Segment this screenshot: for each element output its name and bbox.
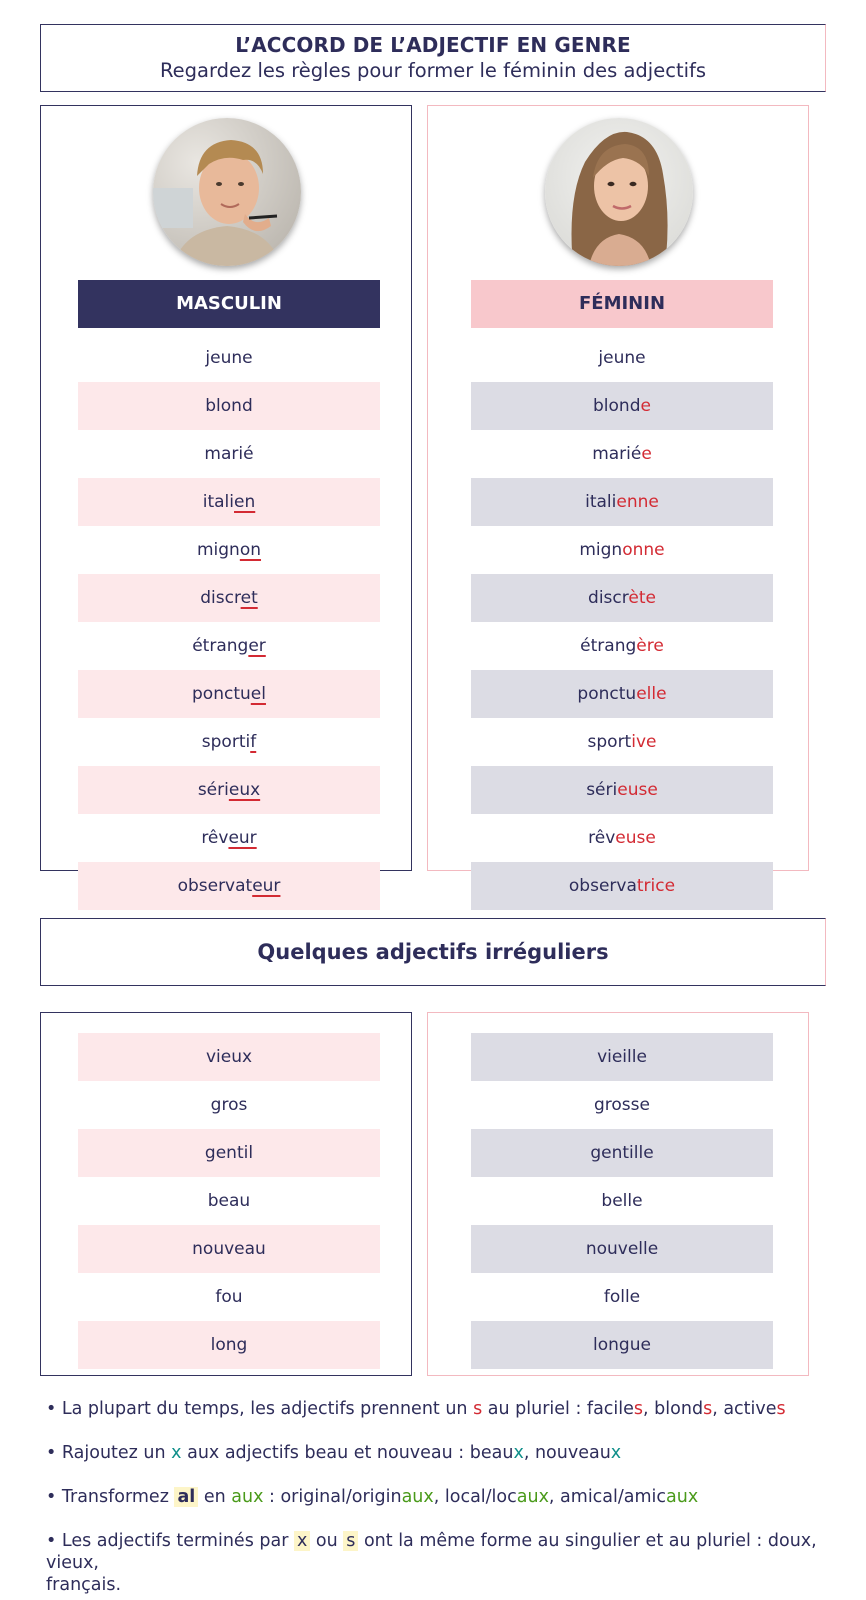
- note-text: , nouveau: [523, 1443, 611, 1463]
- word-stem: observat: [177, 876, 253, 896]
- note-text: • Rajoutez un: [46, 1443, 172, 1463]
- feminine-heading: FÉMININ: [471, 280, 773, 328]
- note-mark: aux: [401, 1487, 434, 1507]
- feminine-list: [471, 334, 773, 910]
- list-item: [471, 814, 773, 862]
- irregular-masculine-panel: [40, 1012, 412, 1376]
- list-item: fou: [215, 1287, 243, 1307]
- list-item: [78, 382, 380, 430]
- irregular-feminine-list: [471, 1033, 773, 1369]
- note-mark: x: [513, 1443, 524, 1463]
- feminine-ending: enne: [616, 492, 659, 512]
- word-stem: sport: [587, 732, 632, 752]
- word-stem: ponctu: [577, 684, 637, 704]
- list-item: folle: [603, 1287, 641, 1307]
- word-stem: rêv: [588, 828, 616, 848]
- list-item: [78, 478, 380, 526]
- word-stem: étrang: [580, 636, 637, 656]
- list-item: [78, 430, 380, 478]
- list-item: gros: [210, 1095, 248, 1115]
- note-text: aux adjectifs beau et nouveau : beau: [181, 1443, 514, 1463]
- irregular-masculine-list: [78, 1033, 380, 1369]
- list-item: [78, 526, 380, 574]
- underlined-ending: en: [234, 492, 256, 512]
- list-item: longue: [471, 1321, 773, 1369]
- underlined-ending: eux: [228, 780, 261, 800]
- feminine-ending: elle: [636, 684, 667, 704]
- header-box: [40, 24, 826, 92]
- feminine-ending: euse: [615, 828, 656, 848]
- feminine-ending: ète: [628, 588, 656, 608]
- note-mark: aux: [666, 1487, 699, 1507]
- note-highlight: s: [343, 1531, 358, 1551]
- word-stem: discr: [200, 588, 241, 608]
- note-text: : original/origin: [263, 1487, 402, 1507]
- note-highlight: al: [174, 1487, 198, 1507]
- list-item: [471, 670, 773, 718]
- note-mark: s: [776, 1399, 786, 1419]
- feminine-ending: e: [640, 396, 651, 416]
- word-stem: séri: [197, 780, 229, 800]
- word-stem: marié: [204, 444, 254, 464]
- underlined-ending: et: [240, 588, 258, 608]
- list-item: [471, 574, 773, 622]
- girl-portrait-icon: [545, 118, 693, 266]
- feminine-ending: onne: [622, 540, 665, 560]
- word-stem: jeune: [598, 348, 646, 368]
- list-item: [471, 478, 773, 526]
- word-stem: discr: [588, 588, 629, 608]
- masculine-list: [78, 334, 380, 910]
- list-item: gentille: [471, 1129, 773, 1177]
- note-plural-x: [46, 1442, 836, 1464]
- list-item: nouvelle: [471, 1225, 773, 1273]
- word-stem: observa: [568, 876, 637, 896]
- word-stem: sporti: [201, 732, 251, 752]
- list-item: [471, 430, 773, 478]
- note-text: ou: [310, 1531, 344, 1551]
- note-text: , active: [712, 1399, 777, 1419]
- word-stem: séri: [586, 780, 618, 800]
- list-item: [471, 526, 773, 574]
- note-al-aux: [46, 1486, 836, 1508]
- word-stem: blond: [205, 396, 253, 416]
- list-item: [471, 622, 773, 670]
- word-stem: blond: [593, 396, 641, 416]
- list-item: [78, 622, 380, 670]
- word-stem: mign: [196, 540, 240, 560]
- word-stem: rêv: [201, 828, 229, 848]
- list-item: [78, 670, 380, 718]
- note-text: , local/loc: [433, 1487, 517, 1507]
- note-plural-s: [46, 1398, 836, 1420]
- list-item: [471, 382, 773, 430]
- note-text: • La plupart du temps, les adjectifs prennent un: [46, 1399, 474, 1419]
- word-stem: mign: [579, 540, 623, 560]
- list-item: beau: [207, 1191, 251, 1211]
- list-item: vieux: [78, 1033, 380, 1081]
- masculine-panel: [40, 105, 412, 896]
- feminine-panel: [427, 105, 809, 896]
- note-highlight: x: [294, 1531, 310, 1551]
- page-subtitle: Regardez les règles pour former le féminin des adjectifs: [159, 59, 707, 82]
- note-text: ont la même forme au singulier et au pluriel : doux, vieux,: [46, 1531, 817, 1573]
- feminine-ending: trice: [636, 876, 676, 896]
- note-text: , amical/amic: [548, 1487, 667, 1507]
- underlined-ending: el: [250, 684, 266, 704]
- underlined-ending: on: [239, 540, 262, 560]
- feminine-ending: euse: [617, 780, 658, 800]
- word-stem: jeune: [205, 348, 253, 368]
- note-mark: aux: [516, 1487, 549, 1507]
- list-item: long: [78, 1321, 380, 1369]
- list-item: [471, 862, 773, 910]
- list-item: [78, 862, 380, 910]
- underlined-ending: er: [248, 636, 266, 656]
- irregular-feminine-panel: [427, 1012, 809, 1376]
- list-item: [78, 766, 380, 814]
- page-title: L’ACCORD DE L’ADJECTIF EN GENRE: [235, 33, 631, 57]
- feminine-ending: ère: [636, 636, 664, 656]
- note-mark: x: [610, 1443, 622, 1463]
- word-stem: étrang: [192, 636, 249, 656]
- list-item: grosse: [594, 1095, 650, 1115]
- list-item: [78, 574, 380, 622]
- underlined-ending: f: [250, 732, 257, 752]
- note-text: français.: [46, 1575, 122, 1595]
- underlined-ending: eur: [228, 828, 257, 848]
- list-item: [78, 718, 380, 766]
- list-item: vieille: [471, 1033, 773, 1081]
- underlined-ending: eur: [252, 876, 281, 896]
- list-item: [78, 814, 380, 862]
- girl-avatar: [545, 118, 693, 266]
- list-item: nouveau: [78, 1225, 380, 1273]
- feminine-ending: e: [641, 444, 652, 464]
- note-mark: s: [633, 1399, 644, 1419]
- word-stem: ponctu: [192, 684, 251, 704]
- list-item: [471, 718, 773, 766]
- list-item: [78, 334, 380, 382]
- note-text: • Transformez: [46, 1487, 175, 1507]
- list-item: [471, 334, 773, 382]
- note-text: , blond: [643, 1399, 704, 1419]
- feminine-ending: ive: [631, 732, 657, 752]
- note-text: • Les adjectifs terminés par: [46, 1531, 294, 1551]
- note-mark: aux: [231, 1487, 264, 1507]
- list-item: gentil: [78, 1129, 380, 1177]
- note-mark: x: [171, 1443, 182, 1463]
- word-stem: itali: [202, 492, 235, 512]
- boy-avatar: [153, 118, 301, 266]
- list-item: [471, 766, 773, 814]
- note-text: en: [198, 1487, 232, 1507]
- list-item: belle: [601, 1191, 643, 1211]
- irregular-section-title: Quelques adjectifs irréguliers: [40, 918, 826, 986]
- note-mark: s: [703, 1399, 713, 1419]
- note-text: au pluriel : facile: [482, 1399, 634, 1419]
- masculine-heading: MASCULIN: [78, 280, 380, 328]
- boy-portrait-icon: [153, 118, 301, 266]
- word-stem: marié: [592, 444, 642, 464]
- note-invariable: [46, 1530, 836, 1596]
- note-mark: s: [473, 1399, 483, 1419]
- word-stem: itali: [585, 492, 617, 512]
